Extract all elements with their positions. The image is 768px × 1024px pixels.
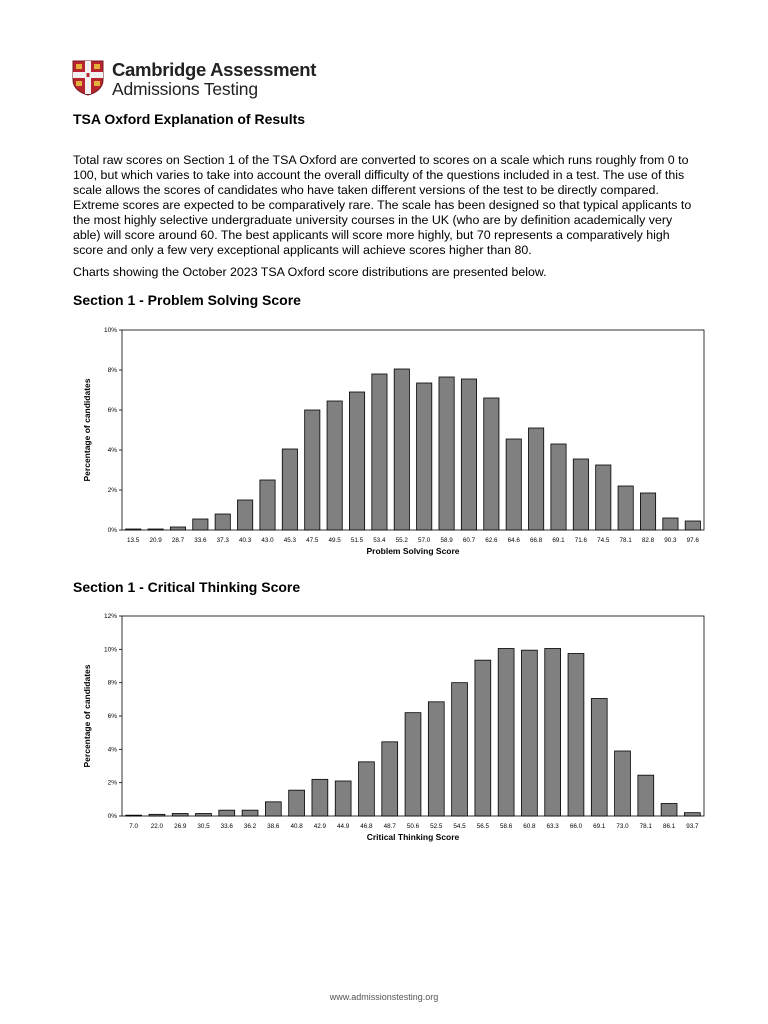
x-tick-label: 13.5 <box>127 537 140 544</box>
y-axis-label: Percentage of candidates <box>82 664 92 768</box>
bar <box>596 465 611 530</box>
x-tick-label: 40.8 <box>290 823 303 830</box>
bar <box>335 781 351 816</box>
x-tick-label: 93.7 <box>686 823 699 830</box>
bar <box>475 660 491 816</box>
x-tick-label: 64.6 <box>507 537 520 544</box>
bar <box>618 486 633 530</box>
document-title: TSA Oxford Explanation of Results <box>73 111 306 127</box>
x-tick-label: 43.0 <box>261 537 274 544</box>
bar <box>684 813 700 816</box>
y-tick-label: 8% <box>107 679 117 687</box>
bar <box>260 480 275 530</box>
x-tick-label: 37.3 <box>216 537 229 544</box>
bar <box>685 521 700 530</box>
bar <box>327 401 342 530</box>
charts-intro-text: Charts showing the October 2023 TSA Oxford score distributions are presented below. <box>73 265 547 279</box>
x-tick-label: 30.5 <box>197 823 210 830</box>
bar <box>506 439 521 530</box>
critical-thinking-chart <box>80 608 710 848</box>
x-tick-label: 28.7 <box>171 537 185 544</box>
bar <box>661 804 677 817</box>
x-tick-label: 66.0 <box>569 823 583 830</box>
bar <box>265 802 281 816</box>
x-tick-label: 69.1 <box>593 823 606 830</box>
x-tick-label: 78.1 <box>619 537 632 544</box>
bar <box>640 493 655 530</box>
bar <box>529 428 544 530</box>
bar <box>242 810 258 816</box>
x-tick-label: 53.4 <box>373 537 386 544</box>
x-tick-label: 33.6 <box>194 537 207 544</box>
y-tick-label: 6% <box>107 407 117 414</box>
x-tick-label: 36.2 <box>243 823 257 830</box>
y-tick-label: 10% <box>103 646 117 654</box>
bar <box>615 751 631 816</box>
x-tick-label: 52.5 <box>430 823 443 830</box>
x-tick-label: 63.3 <box>546 823 559 830</box>
x-tick-label: 47.5 <box>306 537 319 544</box>
bar <box>238 500 253 530</box>
x-tick-label: 44.9 <box>337 823 350 830</box>
bar <box>484 398 499 530</box>
x-tick-label: 71.6 <box>574 537 588 544</box>
bar <box>439 377 454 530</box>
bar <box>405 713 421 816</box>
bar <box>312 779 328 816</box>
bar <box>382 742 398 816</box>
intro-paragraph: Total raw scores on Section 1 of the TSA Oxford are converted to scores on a scale which runs roughly from 0 to 100, but which varies to take into account the overall difficulty of the questions included in a test. The use of this scale allows the scores of candidates who have taken different versions of the test to be directly compared. Extreme scores are expected to be comparatively rare. The scale has been designed so that typical applicants to the most highly selective undergraduate university courses in the UK (who are by definition academically very able) will score around 60. The best applicants will score more highly, but 70 represents a comparatively high score and only a few very exceptional applicants will achieve scores higher than 80. <box>73 153 692 257</box>
problem-solving-chart <box>80 322 710 562</box>
bar <box>551 444 566 530</box>
cambridge-shield-icon <box>72 60 104 96</box>
x-tick-label: 49.5 <box>328 537 341 544</box>
logo-line-2: Admissions Testing <box>112 78 258 99</box>
x-tick-label: 26.9 <box>174 823 187 830</box>
x-tick-label: 90.3 <box>664 537 677 544</box>
bar <box>545 649 561 817</box>
bar <box>372 374 387 530</box>
bar <box>568 654 584 817</box>
x-tick-label: 60.7 <box>462 537 476 544</box>
x-tick-label: 57.0 <box>418 537 431 544</box>
cambridge-assessment-logo <box>72 60 316 100</box>
y-tick-label: 4% <box>107 746 117 754</box>
x-tick-label: 46.8 <box>360 823 373 830</box>
y-axis-label: Percentage of candidates <box>82 378 92 482</box>
y-tick-label: 12% <box>103 613 117 620</box>
bar <box>149 814 165 816</box>
x-tick-label: 73.0 <box>616 823 629 830</box>
x-tick-label: 55.2 <box>395 537 408 544</box>
logo-line-1: Cambridge Assessment <box>112 59 317 80</box>
bar <box>349 392 364 530</box>
x-tick-label: 74.5 <box>597 537 610 544</box>
plot-frame <box>122 330 704 530</box>
x-axis-label: Problem Solving Score <box>366 546 460 556</box>
bar <box>417 383 432 530</box>
bar <box>461 379 476 530</box>
bar <box>126 529 141 530</box>
x-tick-label: 97.6 <box>686 537 699 544</box>
x-tick-label: 33.6 <box>220 823 233 830</box>
x-tick-label: 66.8 <box>529 537 543 544</box>
x-tick-label: 58.9 <box>440 537 453 544</box>
x-tick-label: 20.9 <box>149 537 162 544</box>
x-tick-label: 48.7 <box>383 823 396 830</box>
bar <box>215 514 230 530</box>
bar <box>663 518 678 530</box>
x-tick-label: 69.1 <box>552 537 565 544</box>
x-tick-label: 22.0 <box>150 823 164 830</box>
x-tick-label: 60.8 <box>523 823 536 830</box>
bar <box>573 459 588 530</box>
x-tick-label: 7.0 <box>129 823 139 830</box>
footer-url: www.admissionstesting.org <box>329 992 439 1002</box>
x-tick-label: 82.8 <box>641 537 655 544</box>
x-tick-label: 86.1 <box>662 823 676 830</box>
x-tick-label: 45.3 <box>283 537 297 544</box>
x-tick-label: 51.5 <box>350 537 364 544</box>
bar <box>289 790 305 816</box>
critical-thinking-chart-svg <box>80 608 710 848</box>
bar <box>521 650 537 816</box>
bar <box>591 699 607 817</box>
y-tick-label: 4% <box>107 447 117 454</box>
bar <box>219 810 235 816</box>
bar <box>126 815 142 816</box>
x-tick-label: 38.6 <box>267 823 280 830</box>
y-tick-label: 8% <box>107 367 117 374</box>
bar <box>282 449 297 530</box>
y-tick-label: 2% <box>107 487 117 494</box>
bar <box>305 410 320 530</box>
x-tick-label: 62.6 <box>485 537 498 544</box>
y-tick-label: 6% <box>107 713 117 720</box>
x-tick-label: 58.6 <box>499 823 513 830</box>
x-tick-label: 56.5 <box>476 823 489 830</box>
section-heading-problem-solving: Section 1 - Problem Solving Score <box>73 292 301 308</box>
bar <box>428 702 444 816</box>
x-tick-label: 78.1 <box>639 823 652 830</box>
bar <box>172 814 188 817</box>
x-tick-label: 50.6 <box>406 823 420 830</box>
bar <box>170 527 185 530</box>
section-heading-critical-thinking: Section 1 - Critical Thinking Score <box>73 579 301 595</box>
x-tick-label: 40.3 <box>238 537 252 544</box>
bar <box>498 649 514 817</box>
y-tick-label: 0% <box>107 527 117 534</box>
y-tick-label: 0% <box>107 813 117 820</box>
y-tick-label: 2% <box>107 779 117 787</box>
x-tick-label: 54.5 <box>453 823 466 830</box>
y-tick-label: 10% <box>103 327 117 334</box>
bar <box>638 775 654 816</box>
bar <box>359 762 375 816</box>
bar <box>196 814 212 817</box>
problem-solving-chart-svg <box>80 322 710 562</box>
bar <box>452 683 468 816</box>
x-axis-label: Critical Thinking Score <box>366 832 460 842</box>
bar <box>193 519 208 530</box>
bar <box>394 369 409 530</box>
bar <box>148 529 163 530</box>
x-tick-label: 42.9 <box>313 823 327 830</box>
